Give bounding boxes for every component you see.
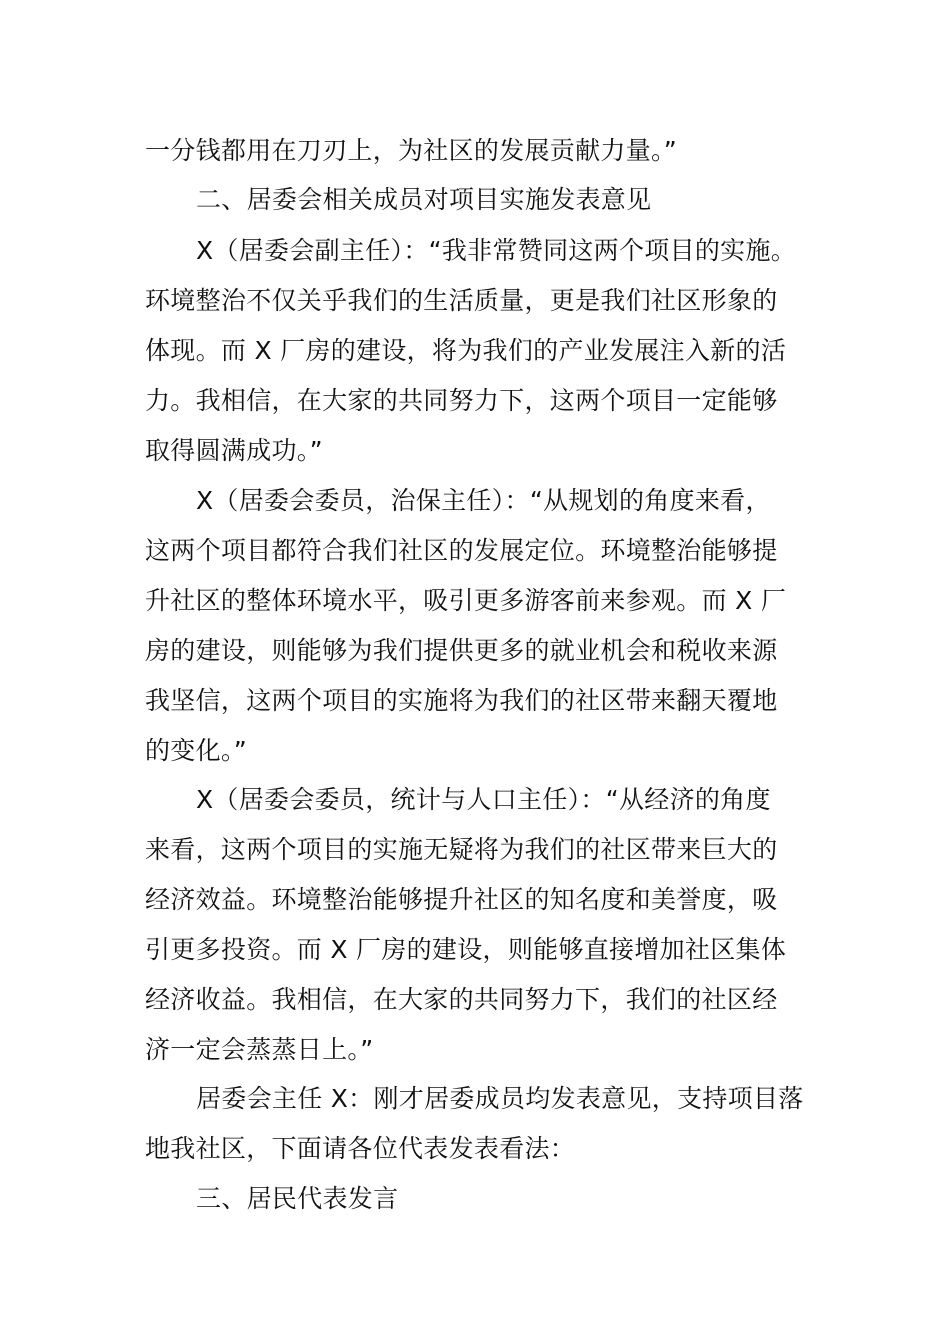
- text-line: 的变化。”: [145, 736, 247, 765]
- text-line: 环境整治不仅关乎我们的生活质量，更是我们社区形象的: [145, 286, 778, 315]
- section-heading: 二、居委会相关成员对项目实施发表意见: [196, 185, 652, 214]
- text-line: 地我社区，下面请各位代表发表看法：: [145, 1134, 576, 1163]
- text-line: X（居委会委员，统计与人口主任）：“从经济的角度: [196, 785, 771, 814]
- text-line: 济一定会蒸蒸日上。”: [145, 1035, 374, 1064]
- text-line: 经济效益。环境整治能够提升社区的知名度和美誉度，吸: [145, 885, 778, 914]
- text-line: 经济收益。我相信，在大家的共同努力下，我们的社区经: [145, 985, 778, 1014]
- text-line: X（居委会委员，治保主任）：“从规划的角度来看，: [196, 486, 771, 515]
- text-line: 居委会主任 X：刚才居委成员均发表意见，支持项目落: [196, 1084, 804, 1113]
- section-heading: 三、居民代表发言: [196, 1184, 399, 1213]
- text-line: 升社区的整体环境水平，吸引更多游客前来参观。而 X 厂: [145, 586, 787, 615]
- text-line: 体现。而 X 厂房的建设，将为我们的产业发展注入新的活: [145, 336, 787, 365]
- text-line: 引更多投资。而 X 厂房的建设，则能够直接增加社区集体: [145, 935, 787, 964]
- text-line: 我坚信，这两个项目的实施将为我们的社区带来翻天覆地: [145, 686, 778, 715]
- text-line: 一分钱都用在刀刃上，为社区的发展贡献力量。”: [145, 136, 678, 165]
- text-line: X（居委会副主任）：“我非常赞同这两个项目的实施。: [196, 236, 797, 265]
- text-line: 力。我相信，在大家的共同努力下，这两个项目一定能够: [145, 386, 778, 415]
- text-line: 来看，这两个项目的实施无疑将为我们的社区带来巨大的: [145, 835, 778, 864]
- text-line: 房的建设，则能够为我们提供更多的就业机会和税收来源: [145, 636, 778, 665]
- text-line: 取得圆满成功。”: [145, 436, 323, 465]
- text-line: 这两个项目都符合我们社区的发展定位。环境整治能够提: [145, 536, 778, 565]
